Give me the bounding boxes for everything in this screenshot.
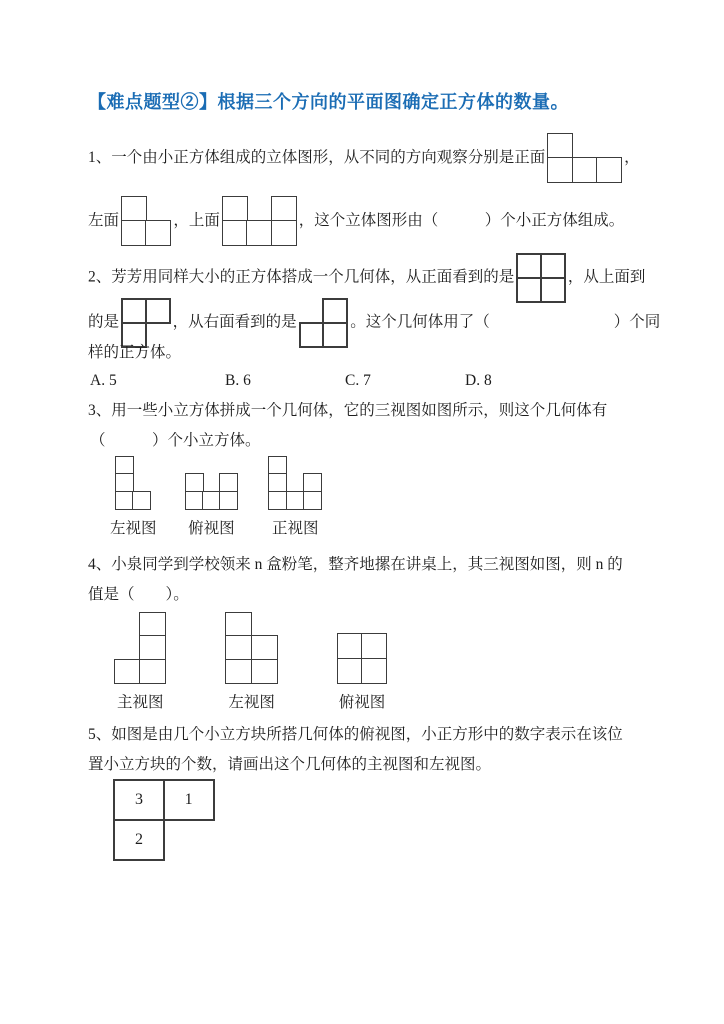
q4-figure-row [112, 612, 389, 712]
grid-figure-row [337, 658, 387, 684]
q1-text-intro: 1、一个由小正方体组成的立体图形，从不同的方向观察分别是正面 [88, 148, 546, 166]
q3-front-view [266, 456, 324, 538]
grid-figure-row [185, 491, 239, 510]
grid-gap [114, 612, 141, 637]
grid-square [251, 659, 278, 684]
q2-question-blank: 。这个几何体用了（ ）个同 [350, 313, 661, 331]
grid-figure-row [225, 635, 277, 660]
q4-main-view-label: 主视图 [116, 693, 164, 711]
grid-figure-row [113, 819, 215, 861]
grid-square [246, 220, 272, 246]
grid-figure-row [547, 133, 622, 159]
grid-figure-row [547, 157, 622, 183]
grid-figure-row [113, 779, 215, 821]
q5-line2 [88, 750, 491, 780]
q1-top-face-label: ，上面 [173, 211, 220, 229]
q3-top-view-figure [185, 473, 239, 509]
grid-figure-row [299, 322, 349, 348]
q5-top-view-block [113, 779, 215, 861]
grid-square: 2 [113, 819, 165, 861]
q3-line1 [88, 396, 607, 426]
q1-question-blank: ，这个立体图形由（ ）个小正方体组成。 [298, 211, 625, 229]
q3-front-view-label: 正视图 [271, 519, 319, 537]
q1-front-view-figure [547, 133, 622, 183]
grid-figure-row [222, 196, 297, 222]
q4-main-view-figure [114, 612, 166, 684]
grid-square [222, 220, 248, 246]
grid-square [225, 612, 252, 637]
grid-figure-row [222, 220, 297, 246]
grid-square [271, 220, 297, 246]
grid-figure-row [225, 612, 277, 637]
grid-square [145, 298, 171, 324]
grid-square [121, 298, 147, 324]
grid-square [225, 635, 252, 660]
grid-square [596, 157, 622, 183]
grid-figure-row [268, 473, 322, 492]
grid-square [547, 157, 573, 183]
grid-figure-row [115, 456, 151, 475]
q2-text-end: 样的正方体。 [88, 344, 182, 361]
q4-line2 [88, 580, 189, 610]
q3-left-view-label: 左视图 [110, 519, 157, 537]
grid-square [337, 633, 363, 659]
grid-square [303, 491, 322, 510]
grid-gap [572, 133, 598, 159]
q1-line1 [88, 133, 640, 183]
grid-square [115, 491, 134, 510]
q1-comma: ， [624, 148, 640, 166]
q3-figure-row [110, 456, 324, 538]
grid-square [219, 491, 238, 510]
grid-square [361, 658, 387, 684]
grid-square [303, 473, 322, 492]
q1-top-view-figure [222, 196, 297, 246]
q2-right-view-figure [299, 298, 349, 348]
q4-top-view [335, 633, 389, 711]
q2-text-intro: 2、芳芳用同样大小的正方体搭成一个几何体，从正面看到的是 [88, 268, 515, 286]
page-title: 【难点题型②】根据三个方向的平面图确定正方体的数量。 [88, 92, 569, 112]
q1-left-view-figure [121, 196, 171, 246]
grid-square [251, 635, 278, 660]
grid-figure-row [299, 298, 349, 324]
grid-gap [299, 298, 325, 324]
grid-figure-row [268, 456, 322, 475]
grid-square [115, 473, 134, 492]
grid-figure-row [337, 633, 387, 659]
q2-text-3: 的是 [88, 313, 120, 331]
grid-figure-row [114, 612, 166, 637]
q3-question-blank: （ ）个小立方体。 [90, 432, 261, 449]
grid-gap [132, 473, 151, 492]
q4-left-view-label: 左视图 [228, 693, 275, 711]
grid-square [361, 633, 387, 659]
grid-square [202, 491, 221, 510]
grid-square [225, 659, 252, 684]
grid-square [547, 133, 573, 159]
grid-square [572, 157, 598, 183]
grid-figure-row [115, 473, 151, 492]
grid-square [268, 473, 287, 492]
q4-text-intro: 4、小泉同学到学校领来 n 盒粉笔，整齐地摞在讲桌上，其三视图如图，则 n 的 [88, 556, 623, 573]
grid-square [139, 659, 166, 684]
q3-line2 [90, 426, 261, 456]
option-c: C. 7 [345, 372, 371, 389]
q4-top-view-label: 俯视图 [338, 693, 386, 711]
option-d: D. 8 [465, 372, 492, 389]
grid-square [114, 659, 141, 684]
q4-line1 [88, 550, 623, 580]
grid-gap [286, 456, 305, 475]
grid-square [185, 491, 204, 510]
grid-figure-row [121, 220, 171, 246]
q3-top-view-label: 俯视图 [188, 519, 235, 537]
q1-left-face-label: 左面 [88, 211, 120, 229]
q5-text-intro: 5、如图是由几个小立方块所搭几何体的俯视图，小正方形中的数字表示在该位 [88, 726, 623, 743]
grid-square [145, 220, 171, 246]
q3-text-intro: 3、用一些小立方体拼成一个几何体，它的三视图如图所示，则这个几何体有 [88, 402, 608, 419]
grid-figure-row [268, 491, 322, 510]
q2-text-2: ，从上面到 [567, 268, 646, 286]
q3-top-view [183, 473, 241, 537]
q4-left-view-figure [225, 612, 277, 684]
grid-square [121, 196, 147, 222]
q2-text-4: ，从右面看到的是 [172, 313, 297, 331]
q5-line1 [88, 720, 623, 750]
grid-square: 3 [113, 779, 165, 821]
grid-square [322, 298, 348, 324]
q3-left-view-figure [115, 456, 151, 510]
grid-square [185, 473, 204, 492]
grid-gap [246, 196, 272, 222]
grid-square [286, 491, 305, 510]
q3-left-view [110, 456, 157, 538]
grid-figure-row [225, 659, 277, 684]
q3-front-view-figure [268, 456, 322, 510]
q2-options-row [90, 368, 492, 394]
grid-square: 1 [163, 779, 215, 821]
grid-square [219, 473, 238, 492]
grid-square [268, 456, 287, 475]
grid-figure-row [114, 635, 166, 660]
grid-square [222, 196, 248, 222]
grid-square [299, 322, 325, 348]
grid-figure-row [115, 491, 151, 510]
q4-left-view [223, 612, 279, 712]
grid-figure-row [121, 196, 171, 222]
grid-gap [202, 473, 221, 492]
q5-top-view-figure [113, 779, 215, 861]
grid-gap [163, 819, 215, 861]
grid-square [121, 220, 147, 246]
q4-main-view [112, 612, 168, 712]
q2-line3 [88, 338, 181, 368]
q4-top-view-figure [337, 633, 387, 683]
grid-gap [303, 456, 322, 475]
grid-square [115, 456, 134, 475]
grid-square [271, 196, 297, 222]
option-b: B. 6 [225, 372, 251, 389]
q2-front-view-figure [516, 253, 566, 303]
grid-gap [286, 473, 305, 492]
option-a: A. 5 [90, 372, 117, 389]
q1-line2 [88, 196, 624, 246]
grid-square [139, 612, 166, 637]
grid-square [540, 253, 566, 279]
grid-figure-row [114, 659, 166, 684]
q4-question-blank: 值是（ ）。 [88, 586, 189, 603]
grid-figure-row [121, 298, 171, 324]
grid-gap [114, 635, 141, 660]
grid-square [268, 491, 287, 510]
grid-gap [132, 456, 151, 475]
grid-square [337, 658, 363, 684]
q5-text-end: 置小立方块的个数，请画出这个几何体的主视图和左视图。 [88, 756, 492, 773]
grid-square [139, 635, 166, 660]
grid-figure-row [516, 253, 566, 279]
q2-line1 [88, 253, 645, 303]
grid-gap [596, 133, 622, 159]
grid-square [132, 491, 151, 510]
grid-figure-row [185, 473, 239, 492]
grid-square [516, 253, 542, 279]
grid-square [322, 322, 348, 348]
grid-gap [145, 196, 171, 222]
grid-gap [251, 612, 278, 637]
